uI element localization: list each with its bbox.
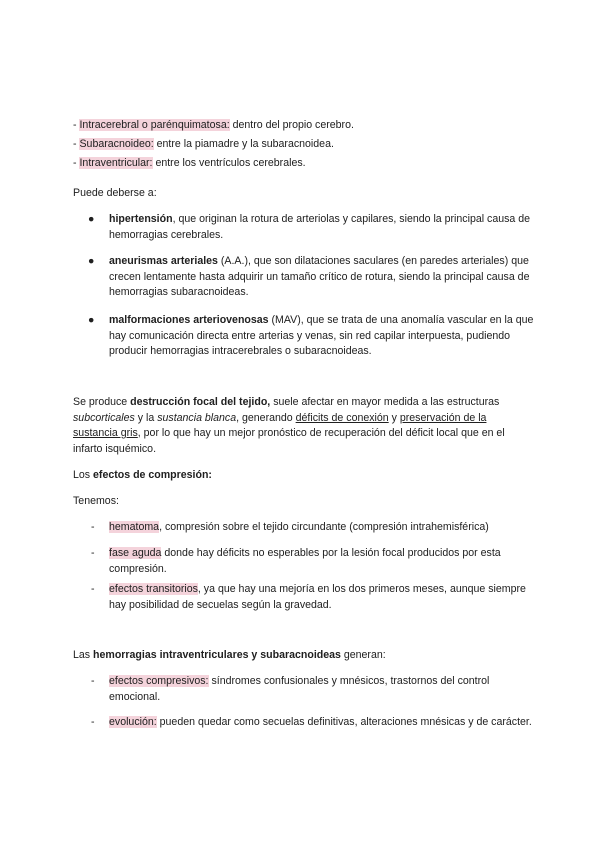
hemorrhage-type-intracerebral <box>73 118 354 134</box>
text-run: y <box>388 411 400 424</box>
cause-text <box>109 212 534 243</box>
italic-term: subcorticales <box>73 411 135 424</box>
item-description: donde hay déficits no esperables por la lesión focal producidos por esta compresión. <box>109 547 501 575</box>
highlighted-term: efectos transitorios <box>109 583 198 595</box>
hemorrhage-type-intraventricular <box>73 156 306 172</box>
item-text <box>109 715 534 731</box>
underlined-term: déficits de conexión <box>295 411 389 424</box>
text-run: Los <box>73 469 94 481</box>
line-text: entre la piamadre y la subaracnoidea. <box>153 138 334 150</box>
line-text: dentro del propio cerebro. <box>229 119 354 131</box>
tenemos-label: Tenemos: <box>73 495 119 507</box>
item-text <box>109 520 534 536</box>
bullet-icon: ● <box>88 255 95 267</box>
cause-text <box>109 254 534 301</box>
highlighted-term: efectos compresivos: <box>109 675 209 687</box>
text-run: suele afectar en mayor medida a las estructuras <box>270 396 500 408</box>
line-prefix: - <box>73 157 80 169</box>
bold-term: destrucción focal del tejido, <box>130 396 271 408</box>
text-run: generan: <box>340 649 386 661</box>
item-text <box>109 546 534 577</box>
item-description: , ya que hay una mejoría en los dos primeros meses, aunque siempre hay posibilidad de secuelas según la gravedad. <box>109 583 526 611</box>
bold-term: efectos de compresión: <box>93 469 212 481</box>
text-run: y la <box>134 411 158 424</box>
highlighted-term: Subaracnoideo: <box>79 138 154 150</box>
item-text <box>109 674 534 705</box>
cause-description: (MAV), que se trata de una anomalía vascular en la que hay comunicación directa entre arterias y venas, sin red capilar interpuesta, pudiendo producir hemorragias intracerebrales o subaracnoideas. <box>109 314 534 357</box>
line-prefix: - <box>73 119 80 131</box>
cause-description: , que originan la rotura de arteriolas y capilares, siendo la principal causa de hemorragias cerebrales. <box>109 213 531 241</box>
dash-icon: - <box>91 675 95 687</box>
hemorrhage-type-subaracnoideo <box>73 137 334 153</box>
text-run: Las <box>73 649 94 661</box>
bold-term: hemorragias intraventriculares y subaracnoideas <box>93 649 341 661</box>
italic-term: sustancia blanca <box>157 411 237 424</box>
line-text: entre los ventrículos cerebrales. <box>152 157 306 169</box>
cause-text <box>109 313 534 360</box>
highlighted-term: evolución: <box>109 716 157 728</box>
dash-icon: - <box>91 521 95 533</box>
hemorrhage-heading <box>73 648 386 664</box>
line-prefix: - <box>73 138 80 150</box>
causes-heading: Puede deberse a: <box>73 187 157 199</box>
item-description: síndromes confusionales y mnésicos, trastornos del control emocional. <box>109 675 490 703</box>
highlighted-term: fase aguda <box>109 547 162 559</box>
item-text <box>109 582 534 613</box>
cause-term: malformaciones arteriovenosas <box>109 314 269 326</box>
highlighted-term: hematoma <box>109 521 160 533</box>
highlighted-term: Intracerebral o parénquimatosa: <box>79 119 230 131</box>
cause-term: aneurismas arteriales <box>109 255 218 267</box>
damage-paragraph <box>73 395 533 457</box>
text-run: , por lo que hay un mejor pronóstico de recuperación del déficit local que en el infarto isquémico. <box>73 427 505 455</box>
text-run: Se produce <box>73 396 131 408</box>
item-description: pueden quedar como secuelas definitivas, alteraciones mnésicas y de carácter. <box>156 716 532 728</box>
cause-description: (A.A.), que son dilataciones saculares (en paredes arteriales) que crecen lentamente hasta adquirir un tamaño crítico de rotura, siendo la principal causa de hemorragias subaracnoideas. <box>109 255 530 298</box>
underlined-term: preservación de la sustancia gris <box>73 411 487 439</box>
dash-icon: - <box>91 547 95 559</box>
cause-term: hipertensión <box>109 213 173 225</box>
compression-heading <box>73 468 212 484</box>
bullet-icon: ● <box>88 314 95 326</box>
dash-icon: - <box>91 716 95 728</box>
item-description: , compresión sobre el tejido circundante (compresión intrahemisférica) <box>159 521 489 533</box>
dash-icon: - <box>91 583 95 595</box>
bullet-icon: ● <box>88 213 95 225</box>
text-run: , generando <box>236 411 296 424</box>
highlighted-term: Intraventricular: <box>79 157 153 169</box>
